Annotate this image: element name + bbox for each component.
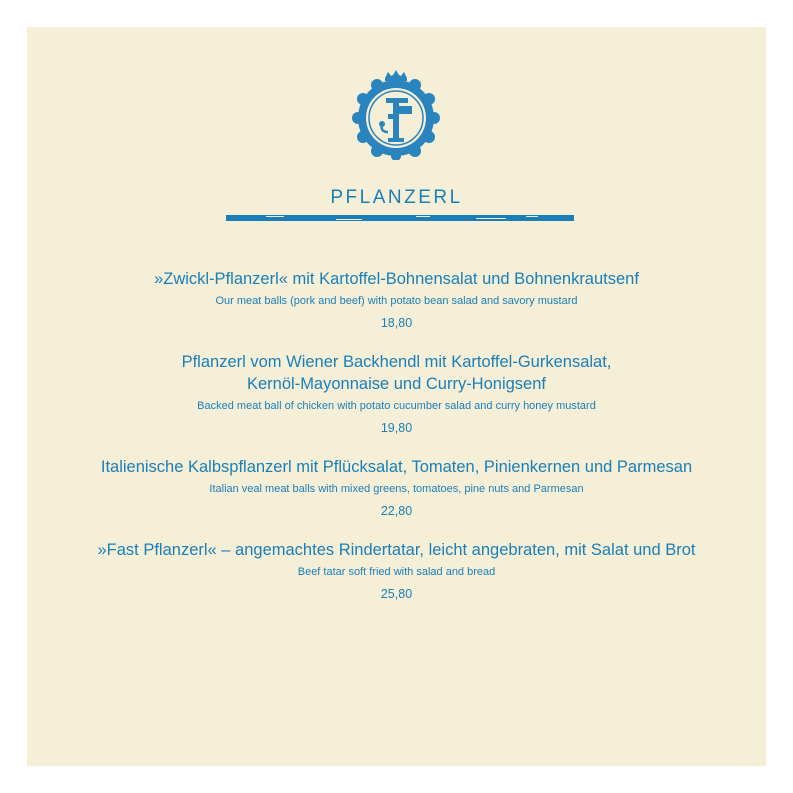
menu-item-title-line: Kernöl-Mayonnaise und Curry-Honigsenf — [247, 375, 546, 393]
menu-item-title-line: »Fast Pflanzerl« – angemachtes Rindertatar, leicht angebraten, mit Salat und Brot — [97, 541, 696, 559]
menu-item — [40, 268, 753, 331]
menu-item-price: 22,80 — [380, 504, 413, 518]
menu-item-title-line: »Zwickl-Pflanzerl« mit Kartoffel-Bohnensalat und Bohnenkrautsenf — [154, 270, 639, 288]
title-underline — [226, 213, 574, 223]
menu-item-price: 19,80 — [380, 421, 413, 435]
menu-item-price: 25,80 — [380, 587, 413, 601]
menu-item-description: Our meat balls (pork and beef) with potato bean salad and savory mustard — [215, 295, 578, 307]
menu-item-price: 18,80 — [380, 316, 413, 330]
menu-item — [40, 351, 753, 436]
section-title: PFLANZERL — [330, 187, 463, 208]
menu-item-title — [40, 456, 753, 478]
menu-item-description: Italian veal meat balls with mixed greens, tomatoes, pine nuts and Parmesan — [209, 483, 584, 495]
menu-item-title — [40, 351, 753, 395]
menu-item-title — [40, 539, 753, 561]
menu-item-title-line: Pflanzerl vom Wiener Backhendl mit Kartoffel-Gurkensalat, — [181, 353, 612, 371]
crowned-meat-grinder-seal-icon — [352, 68, 440, 160]
menu-item-description: Beef tatar soft fried with salad and bread — [297, 566, 496, 578]
menu-item — [40, 456, 753, 519]
menu-item — [40, 539, 753, 602]
menu-item-title-line: Italienische Kalbspflanzerl mit Pflücksalat, Tomaten, Pinienkernen und Parmesan — [100, 458, 693, 476]
menu-items — [40, 268, 753, 622]
menu-item-title — [40, 268, 753, 290]
menu-item-description: Backed meat ball of chicken with potato cucumber salad and curry honey mustard — [197, 400, 596, 412]
